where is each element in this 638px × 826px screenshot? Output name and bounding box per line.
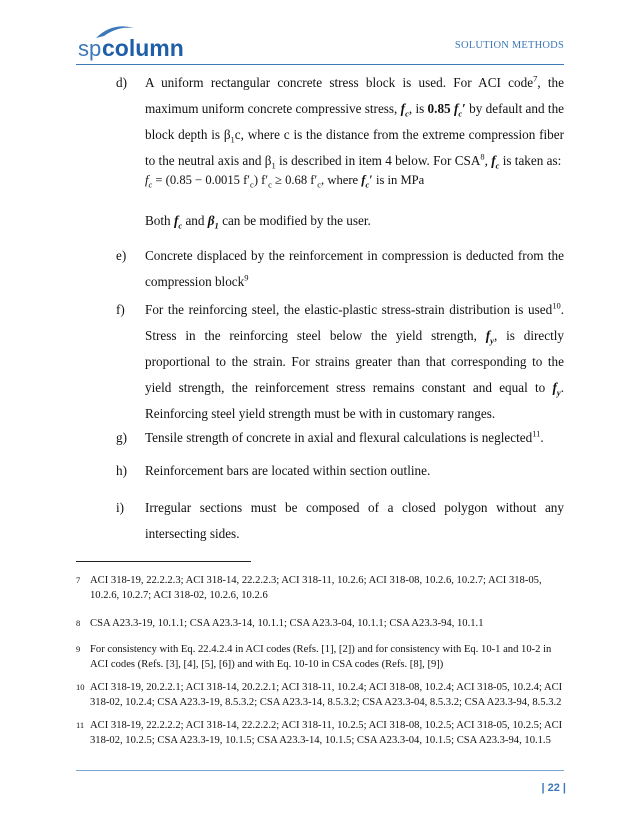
list-item-g bbox=[116, 425, 564, 451]
spcolumn-logo bbox=[78, 20, 190, 68]
list-item-h bbox=[116, 458, 564, 484]
list-item-d bbox=[116, 70, 564, 174]
footnote-8: 8 CSA A23.3-19, 10.1.1; CSA A23.3-14, 10.1.1; CSA A23.3-04, 10.1.1; CSA A23.3-94, 10.1.1 bbox=[76, 618, 484, 629]
item-body: For the reinforcing steel, the elastic-plastic stress-strain distribution is used$^{10}$. Stress in the reinforcing steel below the yield strength, $f_y$, is directly proportional to the strain. For strains greater than that corresponding to the yield strength, the reinforcement stress remains constant and equal to $f_y$. Reinforcing steel yield strength must be with in customary ranges. bbox=[145, 300, 565, 421]
item-body: Tensile strength of concrete in axial and flexural calculations is neglected$^{11}$. bbox=[145, 428, 544, 445]
header-divider bbox=[76, 64, 564, 65]
item-body: A uniform rectangular concrete stress block is used. For ACI code$^7$, the maximum uniform concrete compressive stress, $f_c$, is 0.85 $f_c'$ by default and the block depth is $\beta_1c$, where c is the distance from the extreme compression fiber to the neutral axis and $\beta_1$ is described in item 4 below. For CSA$^8$, $f_c$ is taken as: bbox=[145, 73, 565, 171]
footnote-11: 11 ACI 318-19, 22.2.2.2; ACI 318-14, 22.2.2.2; ACI 318-11, 10.2.5; ACI 318-08, 10.2.5; ACI 318-05, 10.2.5; ACI 318-02, 10.2.5; CSA A23.3-19, 10.1.5; CSA A23.3-14, 10.1.5; CSA A23.3-04, 10.1.5; CSA A23.3-94, 10.1.5 bbox=[76, 720, 563, 746]
footer-divider bbox=[76, 770, 564, 771]
item-letter: e) bbox=[116, 248, 127, 263]
footnote-7: 7 ACI 318-19, 22.2.2.3; ACI 318-14, 22.2.2.3; ACI 318-11, 10.2.6; ACI 318-08, 10.2.6, 10.2.7; ACI 318-05, 10.2.6, 10.2.7; ACI 318-02, 10.2.6, 10.2.6 bbox=[76, 575, 542, 601]
item-body: Reinforcement bars are located within section outline. bbox=[145, 463, 431, 478]
page-number: | 22 | bbox=[541, 782, 566, 794]
item-letter: h) bbox=[116, 463, 127, 478]
list-item-f bbox=[116, 297, 564, 427]
footnote-10: 10 ACI 318-19, 20.2.2.1; ACI 318-14, 20.2.2.1; ACI 318-11, 10.2.4; ACI 318-08, 10.2.4; ACI 318-05, 10.2.4; ACI 318-02, 10.2.4; CSA A23.3-19, 8.5.3.2; CSA A23.3-14, 8.5.3.2; CSA A23.3-04, 8.5.3.2; CSA A23.3-94, 8.5.3.2 bbox=[76, 682, 563, 708]
modifiable-note: Both $f_c$ and $\beta_1$ can be modified by the user. bbox=[145, 213, 371, 231]
list-item-e bbox=[116, 243, 564, 295]
item-letter: g) bbox=[116, 430, 127, 445]
item-body: Irregular sections must be composed of a closed polygon without any intersecting sides. bbox=[145, 500, 564, 541]
item-body: Concrete displaced by the reinforcement in compression is deducted from the compression block$^9$ bbox=[145, 248, 564, 289]
item-letter: i) bbox=[116, 500, 125, 515]
logo-column: column bbox=[102, 35, 184, 61]
footnote-9: 9 For consistency with Eq. 22.4.2.4 in ACI codes (Refs. [1], [2]) and for consistency with Eq. 10-1 and 10-2 in ACI codes (Refs. [3], [4], [5], [6]) and with Eq. 10-10 in CSA codes (Refs. [8], [9]) bbox=[76, 644, 552, 670]
item-letter: f) bbox=[116, 302, 125, 317]
list-item-i bbox=[116, 495, 564, 547]
item-letter: d) bbox=[116, 75, 127, 90]
logo-sp: sp bbox=[78, 36, 102, 61]
footnote-divider bbox=[76, 561, 251, 562]
section-title: SOLUTION METHODS bbox=[454, 40, 564, 51]
stress-formula: $f_c = (0.85 - 0.0015$ $f'_c$) $f'_c \ge 0.68$ $f'_c$, where $f_c'$ is in MPa bbox=[145, 173, 425, 190]
